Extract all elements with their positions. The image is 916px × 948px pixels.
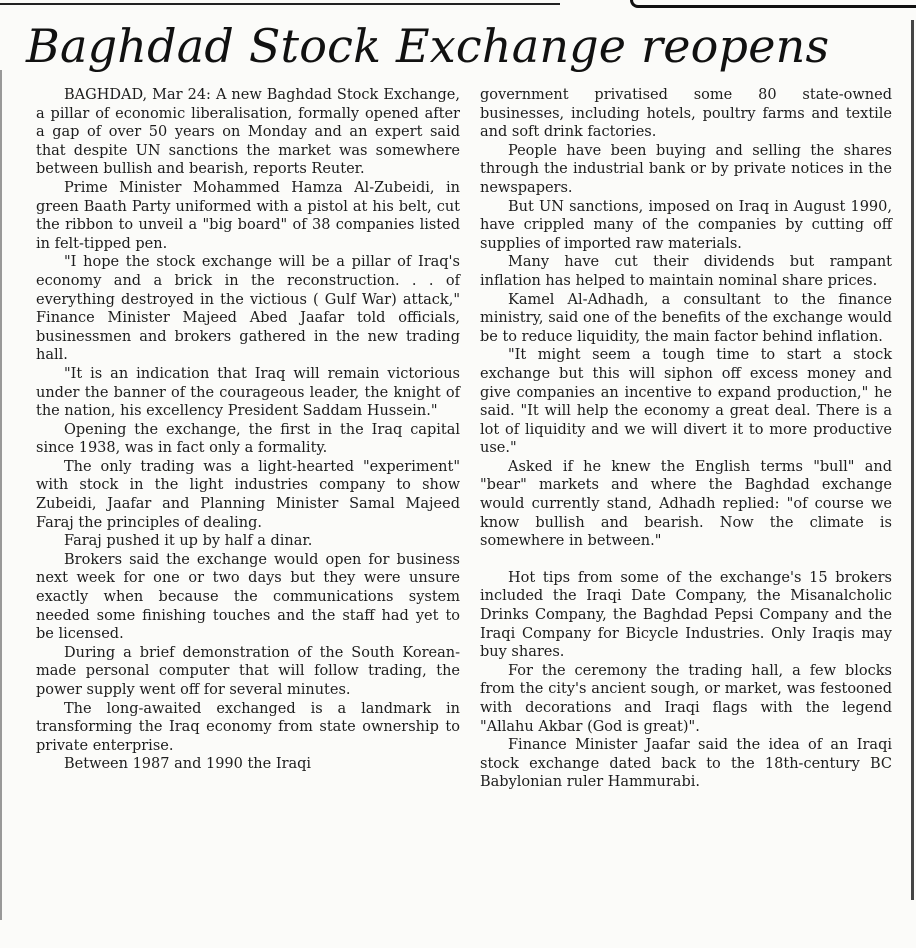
paragraph: Prime Minister Mohammed Hamza Al-Zubeidi, in green Baath Party uniformed with a pistol at his belt, cut the ribbon to unveil a "big board" of 38 companies listed in felt-tipped pen. bbox=[36, 179, 460, 252]
paragraph: Kamel Al-Adhadh, a consultant to the finance ministry, said one of the benefits of the exchange would be to reduce liquidity, the main factor behind inflation. bbox=[480, 291, 892, 345]
paragraph: People have been buying and selling the shares through the industrial bank or by private notices in the newspapers. bbox=[480, 142, 892, 196]
article-column-right bbox=[480, 86, 892, 792]
paragraph: Brokers said the exchange would open for business next week for one or two days but they were unsure exactly when because the communications system needed some finishing touches and the staff had yet to be licensed. bbox=[36, 551, 460, 643]
paragraph: The only trading was a light-hearted "experiment" with stock in the light industries company to show Zubeidi, Jaafar and Planning Minister Samal Majeed Faraj the principles of dealing. bbox=[36, 458, 460, 531]
paragraph: But UN sanctions, imposed on Iraq in August 1990, have crippled many of the companies by cutting off supplies of imported raw materials. bbox=[480, 198, 892, 252]
left-page-edge bbox=[0, 70, 2, 920]
paragraph: Asked if he knew the English terms "bull" and "bear" markets and where the Baghdad exchange would currently stand, Adhadh replied: "of course we know bullish and bearish. Now the climate is somewhere in between." bbox=[480, 458, 892, 550]
paragraph: Finance Minister Jaafar said the idea of an Iraqi stock exchange dated back to the 18th-century BC Babylonian ruler Hammurabi. bbox=[480, 737, 892, 791]
paragraph: During a brief demonstration of the South Korean-made personal computer that will follow trading, the power supply went off for several minutes. bbox=[36, 644, 460, 698]
paragraph: Between 1987 and 1990 the Iraqi bbox=[64, 756, 312, 773]
paragraph: For the ceremony the trading hall, a few blocks from the city's ancient sough, or market, was festooned with decorations and Iraqi flags with the legend "Allahu Akbar (God is great)". bbox=[480, 662, 892, 735]
paragraph: Many have cut their dividends but rampant inflation has helped to maintain nominal share prices. bbox=[480, 254, 892, 289]
paragraph: Hot tips from some of the exchange's 15 brokers included the Iraqi Date Company, the Misanalcholic Drinks Company, the Baghdad Pepsi Company and the Iraqi Company for Bicycle Industries. Only Iraqis may buy shares. bbox=[480, 569, 892, 661]
paragraph: The long-awaited exchanged is a landmark in transforming the Iraq economy from state ownership to private enterprise. bbox=[36, 700, 460, 754]
headline: Baghdad Stock Exchange reopens bbox=[26, 19, 830, 73]
top-rule-left bbox=[0, 3, 560, 5]
paragraph: BAGHDAD, Mar 24: A new Baghdad Stock Exchange, a pillar of economic liberalisation, formally opened after a gap of over 50 years on Monday and an expert said that despite UN sanctions the market was somewhere between bullish and bearish, reports Reuter. bbox=[36, 87, 460, 178]
article-column-left bbox=[36, 86, 460, 774]
paragraph: government privatised some 80 state-owned businesses, including hotels, poultry farms and textile and soft drink factories. bbox=[480, 87, 892, 141]
paragraph: Faraj pushed it up by half a dinar. bbox=[64, 533, 313, 550]
paragraph: "It is an indication that Iraq will remain victorious under the banner of the courageous leader, the knight of the nation, his excellency President Saddam Hussein." bbox=[36, 365, 460, 420]
top-rule-right-box bbox=[630, 0, 916, 8]
paragraph: "I hope the stock exchange will be a pillar of Iraq's economy and a brick in the reconstruction. . . of everything destroyed in the victious ( Gulf War) attack," Finance Minister Majeed Abed Jaafar told officials, businessmen and brokers gathered in the new trading hall. bbox=[36, 254, 460, 364]
top-border-rule bbox=[0, 0, 916, 12]
paragraph: Opening the exchange, the first in the Iraq capital since 1938, was in fact only a formality. bbox=[36, 421, 460, 457]
right-page-edge bbox=[911, 20, 914, 900]
paragraph: "It might seem a tough time to start a stock exchange but this will siphon off excess money and give companies an incentive to expand production," he said. "It will help the economy a great deal. There is a lot of liquidity and we will divert it to more productive use." bbox=[480, 347, 892, 457]
